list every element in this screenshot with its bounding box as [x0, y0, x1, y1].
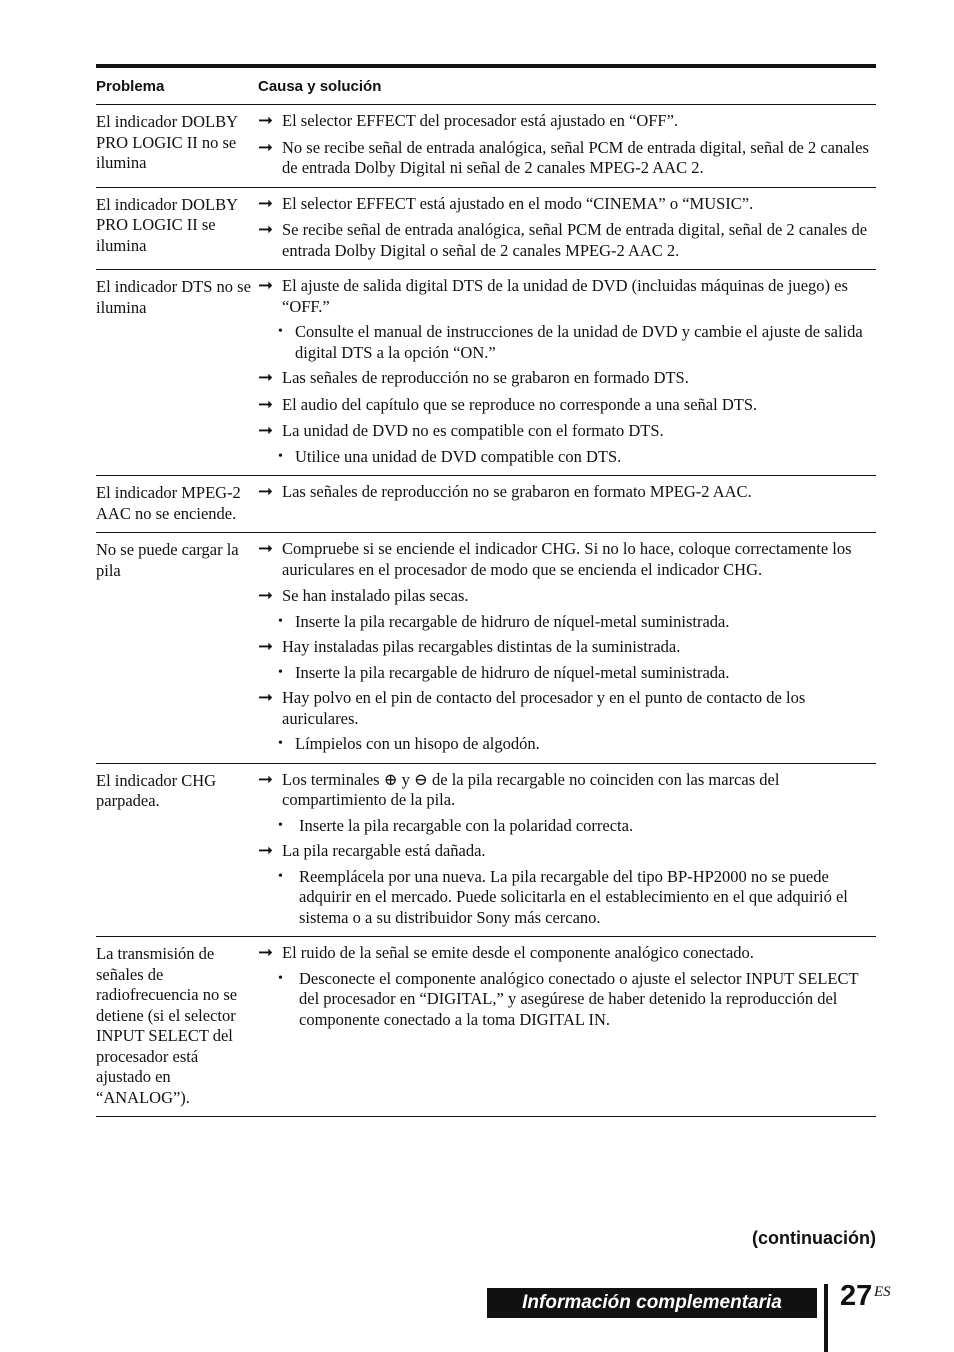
cause-text: La pila recargable está dañada. [282, 841, 486, 860]
solution-text: Inserte la pila recargable de hidruro de níquel-metal suministrada. [295, 662, 730, 682]
table-row [96, 105, 876, 188]
cause-item [258, 770, 876, 811]
solution-text: Reemplácela por una nueva. La pila recargable del tipo BP-HP2000 no se puede adquirir en el mercado. Puede solicitarla en el establecimiento en el que adquirió el sistema o a su distribuidor Sony más cercano. [299, 866, 848, 927]
bullet-icon: • [278, 448, 283, 464]
cause-text: Los terminales ⊕ y ⊖ de la pila recargable no coinciden con las marcas del compartimiento de la pila. [282, 769, 780, 809]
cause-cell [258, 111, 876, 179]
section-title: Información complementaria [487, 1288, 817, 1318]
solution-item [258, 612, 876, 633]
cause-item [258, 138, 876, 179]
solution-item [258, 447, 876, 468]
arrow-right-icon: ➞ [258, 538, 274, 559]
arrow-right-icon: ➞ [258, 219, 274, 240]
page-margin-rule [824, 1284, 828, 1352]
solution-text: Desconecte el componente analógico conectado o ajuste el selector INPUT SELECT del procesador en “DIGITAL,” y asegúrese de haber detenido la reproducción del componente conectado a la toma DIGITAL IN. [299, 968, 859, 1029]
bullet-icon: • [278, 868, 283, 884]
troubleshooting-table [96, 64, 876, 1117]
table-row [96, 533, 876, 764]
cause-item [258, 111, 876, 132]
cause-item [258, 482, 876, 503]
problem-cell: El indicador DTS no se ilumina [96, 277, 251, 317]
arrow-right-icon: ➞ [258, 420, 274, 441]
header-cause: Causa y solución [258, 77, 382, 95]
cause-text: Se han instalado pilas secas. [282, 586, 469, 605]
bullet-icon: • [278, 817, 283, 833]
cause-text: El ajuste de salida digital DTS de la unidad de DVD (incluidas máquinas de juego) es “OFF.” [282, 276, 848, 316]
arrow-right-icon: ➞ [258, 840, 274, 861]
arrow-right-icon: ➞ [258, 393, 274, 415]
arrow-right-icon: ➞ [258, 585, 274, 606]
cause-item [258, 586, 876, 607]
solution-text: Utilice una unidad de DVD compatible con DTS. [295, 446, 622, 466]
solution-item [258, 969, 876, 1031]
cause-cell [258, 943, 876, 1108]
continued-label: (continuación) [752, 1228, 876, 1248]
cause-cell [258, 276, 876, 467]
problem-cell: El indicador DOLBY PRO LOGIC II se ilumina [96, 194, 238, 255]
cause-cell [258, 770, 876, 929]
bullet-icon: • [278, 664, 283, 680]
cause-text: Las señales de reproducción no se grabaron en formado DTS. [282, 368, 689, 387]
problem-cell: El indicador MPEG-2 AAC no se enciende. [96, 483, 241, 523]
table-row [96, 188, 876, 271]
cause-cell [258, 539, 876, 755]
header-problem: Problema [96, 77, 165, 95]
cause-text: La unidad de DVD no es compatible con el formato DTS. [282, 421, 664, 440]
cause-text: Se recibe señal de entrada analógica, señal PCM de entrada digital, señal de 2 canales de entrada Dolby Digital o señal de 2 canales MPEG-2 AAC 2. [282, 220, 868, 260]
cause-item [258, 637, 876, 658]
arrow-right-icon: ➞ [258, 481, 274, 502]
cause-item [258, 421, 876, 442]
arrow-right-icon: ➞ [258, 110, 274, 131]
solution-text: Inserte la pila recargable con la polaridad correcta. [299, 815, 634, 835]
cause-cell [258, 482, 876, 524]
table-row [96, 476, 876, 533]
bullet-icon: • [278, 736, 283, 751]
arrow-right-icon: ➞ [258, 768, 274, 790]
cause-item [258, 220, 876, 261]
solution-item [258, 663, 876, 684]
cause-text: No se recibe señal de entrada analógica, señal PCM de entrada digital, señal de 2 canales de entrada Dolby Digital ni señal de 2 canales MPEG-2 AAC 2. [282, 137, 869, 177]
bullet-icon: • [278, 324, 283, 339]
problem-cell: El indicador CHG parpadea. [96, 770, 217, 810]
cause-item [258, 539, 876, 580]
table-row [96, 764, 876, 938]
solution-text: Límpielos con un hisopo de algodón. [295, 734, 540, 753]
page-number: 27 [840, 1280, 873, 1312]
cause-text: Hay instaladas pilas recargables distintas de la suministrada. [282, 637, 681, 656]
cause-item [258, 841, 876, 862]
bullet-icon: • [278, 970, 283, 986]
problem-cell: No se puede cargar la pila [96, 540, 239, 580]
arrow-right-icon: ➞ [258, 687, 274, 708]
cause-item [258, 194, 876, 215]
cause-item [258, 276, 876, 317]
cause-cell [258, 194, 876, 262]
cause-item [258, 395, 876, 416]
arrow-right-icon: ➞ [258, 367, 274, 388]
table-row [96, 937, 876, 1117]
cause-text: Compruebe si se enciende el indicador CHG. Si no lo hace, coloque correctamente los auriculares en el procesador de modo que se encienda el indicador CHG. [282, 539, 852, 579]
solution-text: Inserte la pila recargable de hidruro de níquel-metal suministrada. [295, 611, 730, 631]
problem-cell: El indicador DOLBY PRO LOGIC II no se ilumina [96, 112, 238, 172]
cause-item [258, 688, 876, 729]
problem-cell: La transmisión de señales de radiofrecuencia no se detiene (si el selector INPUT SELECT del procesador está ajustado en “ANALOG”). [96, 944, 238, 1107]
solution-item [258, 322, 876, 363]
solution-item [258, 816, 876, 837]
table-header [96, 68, 876, 105]
cause-text: Las señales de reproducción no se grabaron en formato MPEG-2 AAC. [282, 482, 752, 501]
cause-item [258, 943, 876, 964]
table-row [96, 270, 876, 476]
arrow-right-icon: ➞ [258, 136, 274, 158]
table-body [96, 105, 876, 1117]
solution-text: Consulte el manual de instrucciones de la unidad de DVD y cambie el ajuste de salida digital DTS a la opción “ON.” [295, 322, 863, 362]
cause-text: El selector EFFECT está ajustado en el modo “CINEMA” o “MUSIC”. [282, 193, 754, 213]
solution-item [258, 734, 876, 755]
arrow-right-icon: ➞ [258, 192, 274, 214]
arrow-right-icon: ➞ [258, 275, 274, 296]
arrow-right-icon: ➞ [258, 636, 274, 657]
cause-item [258, 368, 876, 389]
bullet-icon: • [278, 613, 283, 629]
arrow-right-icon: ➞ [258, 942, 274, 963]
cause-text: Hay polvo en el pin de contacto del procesador y en el punto de contacto de los auriculares. [282, 688, 806, 728]
cause-text: El audio del capítulo que se reproduce no corresponde a una señal DTS. [282, 394, 758, 414]
page-language-suffix: ES [874, 1284, 891, 1300]
solution-item [258, 867, 876, 929]
cause-text: El ruido de la señal se emite desde el componente analógico conectado. [282, 943, 754, 962]
cause-text: El selector EFFECT del procesador está ajustado en “OFF”. [282, 111, 679, 130]
